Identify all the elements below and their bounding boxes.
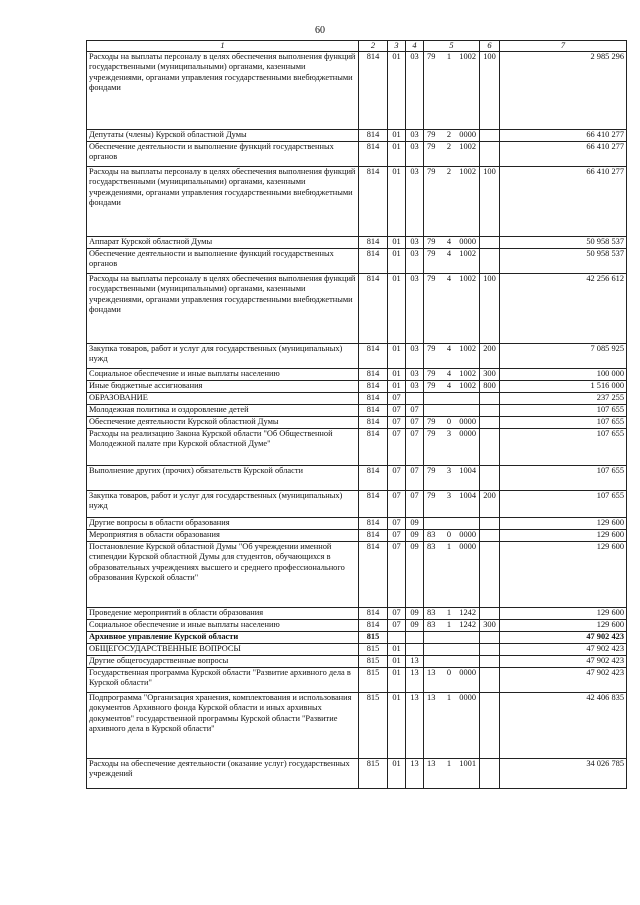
row-target-article-cell	[424, 393, 480, 405]
row-expense-type-cell	[480, 393, 500, 405]
row-ministry-code-cell: 814	[359, 491, 388, 518]
row-subsection-cell: 03	[406, 344, 424, 369]
target-article-part: 79	[427, 167, 436, 177]
target-article-part: 83	[427, 530, 436, 540]
target-article-part: 1004	[459, 491, 476, 501]
header-col-2: 2	[359, 41, 388, 52]
target-article-part: 1004	[459, 466, 476, 476]
row-target-article-cell	[424, 668, 480, 693]
target-article-part: 1	[446, 608, 452, 618]
target-article-part: 1002	[459, 344, 476, 354]
row-name-cell: Молодежная политика и оздоровление детей	[87, 405, 359, 417]
target-article-part: 1002	[459, 274, 476, 284]
table-row	[87, 429, 627, 466]
row-expense-type-cell: 300	[480, 620, 500, 632]
table-row	[87, 466, 627, 491]
row-name-cell: Выполнение других (прочих) обязательств Курской области	[87, 466, 359, 491]
row-section-cell: 01	[388, 369, 406, 381]
row-target-article-cell	[424, 620, 480, 632]
row-name-cell: Обеспечение деятельности и выполнение функций государственных органов	[87, 249, 359, 274]
target-article-part: 1001	[459, 759, 476, 769]
row-name-cell: Подпрограмма "Организация хранения, комплектования и использования документов Архивного фонда Курской области и иных архивных документов" государственной программы Курской области "Развитие архивного дела в Курской области"	[87, 693, 359, 759]
row-target-article-cell	[424, 542, 480, 608]
table-row	[87, 237, 627, 249]
table-row	[87, 52, 627, 130]
row-ministry-code-cell: 814	[359, 130, 388, 142]
table-row	[87, 518, 627, 530]
row-section-cell: 01	[388, 656, 406, 668]
row-ministry-code-cell: 815	[359, 759, 388, 789]
row-amount-cell: 129 600	[500, 620, 627, 632]
row-name-cell: Аппарат Курской областной Думы	[87, 237, 359, 249]
row-expense-type-cell	[480, 130, 500, 142]
row-section-cell: 01	[388, 237, 406, 249]
target-article-part: 0	[446, 530, 452, 540]
row-expense-type-cell	[480, 249, 500, 274]
table-row	[87, 632, 627, 644]
row-ministry-code-cell: 814	[359, 466, 388, 491]
row-section-cell: 01	[388, 693, 406, 759]
row-name-cell: Мероприятия в области образования	[87, 530, 359, 542]
row-subsection-cell: 13	[406, 759, 424, 789]
row-subsection-cell: 03	[406, 130, 424, 142]
target-article-part: 0000	[459, 417, 476, 427]
target-article-part: 0000	[459, 429, 476, 439]
target-article-part: 4	[446, 274, 452, 284]
row-name-cell: Расходы на реализацию Закона Курской области "Об Общественной Молодежной палате при Курской областной Думе"	[87, 429, 359, 466]
row-target-article-cell	[424, 249, 480, 274]
row-subsection-cell: 07	[406, 417, 424, 429]
target-article-part: 79	[427, 466, 436, 476]
row-target-article-cell	[424, 130, 480, 142]
row-section-cell: 01	[388, 644, 406, 656]
row-subsection-cell: 09	[406, 608, 424, 620]
target-article-part: 4	[446, 344, 452, 354]
row-target-article-cell	[424, 632, 480, 644]
header-col-7: 7	[500, 41, 627, 52]
table-row	[87, 142, 627, 167]
table-row	[87, 381, 627, 393]
row-section-cell: 01	[388, 249, 406, 274]
header-col-1: 1	[87, 41, 359, 52]
row-expense-type-cell	[480, 759, 500, 789]
row-name-cell: Социальное обеспечение и иные выплаты населению	[87, 369, 359, 381]
target-article-part: 83	[427, 620, 436, 630]
row-target-article-cell	[424, 405, 480, 417]
row-name-cell: Проведение мероприятий в области образования	[87, 608, 359, 620]
row-ministry-code-cell: 815	[359, 656, 388, 668]
row-amount-cell: 66 410 277	[500, 167, 627, 237]
row-subsection-cell: 03	[406, 237, 424, 249]
row-target-article-cell	[424, 369, 480, 381]
target-article-part: 4	[446, 237, 452, 247]
target-article-part: 79	[427, 369, 436, 379]
row-section-cell: 07	[388, 417, 406, 429]
row-expense-type-cell	[480, 405, 500, 417]
row-subsection-cell: 03	[406, 369, 424, 381]
target-article-part: 79	[427, 249, 436, 259]
table-row	[87, 491, 627, 518]
row-section-cell: 07	[388, 608, 406, 620]
target-article-part: 1	[446, 693, 452, 703]
target-article-part: 79	[427, 381, 436, 391]
row-section-cell: 07	[388, 542, 406, 608]
target-article-part: 2	[446, 130, 452, 140]
target-article-part: 1002	[459, 381, 476, 391]
row-amount-cell: 47 902 423	[500, 644, 627, 656]
target-article-part: 79	[427, 237, 436, 247]
budget-table	[86, 40, 627, 789]
row-name-cell: Другие общегосударственные вопросы	[87, 656, 359, 668]
target-article-part: 83	[427, 542, 436, 552]
row-ministry-code-cell: 814	[359, 417, 388, 429]
row-subsection-cell: 03	[406, 249, 424, 274]
target-article-part: 0000	[459, 668, 476, 678]
row-subsection-cell: 03	[406, 274, 424, 344]
target-article-part: 0	[446, 417, 452, 427]
header-col-5: 5	[424, 41, 480, 52]
row-expense-type-cell: 800	[480, 381, 500, 393]
row-expense-type-cell: 100	[480, 52, 500, 130]
row-amount-cell: 129 600	[500, 608, 627, 620]
row-expense-type-cell	[480, 542, 500, 608]
table-row	[87, 644, 627, 656]
row-target-article-cell	[424, 237, 480, 249]
target-article-part: 1002	[459, 52, 476, 62]
row-subsection-cell: 03	[406, 52, 424, 130]
row-name-cell: Архивное управление Курской области	[87, 632, 359, 644]
row-expense-type-cell	[480, 668, 500, 693]
row-subsection-cell: 09	[406, 620, 424, 632]
row-amount-cell: 107 655	[500, 491, 627, 518]
row-amount-cell: 47 902 423	[500, 656, 627, 668]
table-row	[87, 130, 627, 142]
row-subsection-cell: 07	[406, 466, 424, 491]
table-row	[87, 668, 627, 693]
row-expense-type-cell	[480, 142, 500, 167]
header-col-6: 6	[480, 41, 500, 52]
row-target-article-cell	[424, 644, 480, 656]
row-ministry-code-cell: 814	[359, 52, 388, 130]
row-ministry-code-cell: 815	[359, 693, 388, 759]
row-amount-cell: 107 655	[500, 417, 627, 429]
row-ministry-code-cell: 815	[359, 644, 388, 656]
row-section-cell: 01	[388, 274, 406, 344]
row-section-cell: 01	[388, 381, 406, 393]
target-article-part: 1	[446, 759, 452, 769]
table-row	[87, 542, 627, 608]
row-name-cell: Другие вопросы в области образования	[87, 518, 359, 530]
row-expense-type-cell	[480, 237, 500, 249]
row-expense-type-cell: 200	[480, 491, 500, 518]
row-amount-cell: 50 958 537	[500, 237, 627, 249]
row-ministry-code-cell: 814	[359, 167, 388, 237]
row-expense-type-cell	[480, 466, 500, 491]
target-article-part: 3	[446, 466, 452, 476]
row-subsection-cell: 03	[406, 381, 424, 393]
row-name-cell: ОБРАЗОВАНИЕ	[87, 393, 359, 405]
target-article-part: 2	[446, 167, 452, 177]
header-col-4: 4	[406, 41, 424, 52]
row-name-cell: ОБЩЕГОСУДАРСТВЕННЫЕ ВОПРОСЫ	[87, 644, 359, 656]
table-row	[87, 759, 627, 789]
row-subsection-cell: 09	[406, 542, 424, 608]
row-expense-type-cell	[480, 429, 500, 466]
row-ministry-code-cell: 814	[359, 381, 388, 393]
row-name-cell: Обеспечение деятельности Курской областной Думы	[87, 417, 359, 429]
row-target-article-cell	[424, 466, 480, 491]
row-ministry-code-cell: 814	[359, 237, 388, 249]
table-row	[87, 656, 627, 668]
row-ministry-code-cell: 814	[359, 518, 388, 530]
row-subsection-cell: 07	[406, 491, 424, 518]
target-article-part: 1002	[459, 249, 476, 259]
target-article-part: 0000	[459, 693, 476, 703]
row-amount-cell: 34 026 785	[500, 759, 627, 789]
target-article-part: 79	[427, 491, 436, 501]
row-section-cell: 01	[388, 52, 406, 130]
target-article-part: 83	[427, 608, 436, 618]
row-ministry-code-cell: 814	[359, 405, 388, 417]
row-name-cell: Иные бюджетные ассигнования	[87, 381, 359, 393]
table-row	[87, 369, 627, 381]
row-name-cell: Постановление Курской областной Думы "Об учреждении именной стипендии Курской областной Думы для студентов, обучающихся в образовательных учреждениях высшего и среднего профессионального образования Курской области"	[87, 542, 359, 608]
target-article-part: 1	[446, 620, 452, 630]
row-target-article-cell	[424, 381, 480, 393]
row-subsection-cell	[406, 632, 424, 644]
row-expense-type-cell	[480, 530, 500, 542]
target-article-part: 79	[427, 52, 436, 62]
table-row	[87, 405, 627, 417]
target-article-part: 79	[427, 142, 436, 152]
row-subsection-cell: 03	[406, 167, 424, 237]
row-expense-type-cell: 100	[480, 167, 500, 237]
row-name-cell: Депутаты (члены) Курской областной Думы	[87, 130, 359, 142]
row-section-cell: 07	[388, 405, 406, 417]
table-row	[87, 274, 627, 344]
row-ministry-code-cell: 814	[359, 142, 388, 167]
target-article-part: 0000	[459, 130, 476, 140]
target-article-part: 13	[427, 668, 436, 678]
target-article-part: 3	[446, 491, 452, 501]
row-amount-cell: 66 410 277	[500, 130, 627, 142]
row-expense-type-cell	[480, 417, 500, 429]
target-article-part: 0	[446, 668, 452, 678]
table-header-row	[87, 41, 627, 52]
target-article-part: 13	[427, 693, 436, 703]
row-ministry-code-cell: 814	[359, 542, 388, 608]
target-article-part: 79	[427, 429, 436, 439]
row-name-cell: Закупка товаров, работ и услуг для государственных (муниципальных) нужд	[87, 491, 359, 518]
row-target-article-cell	[424, 518, 480, 530]
row-target-article-cell	[424, 693, 480, 759]
target-article-part: 4	[446, 249, 452, 259]
row-amount-cell: 1 516 000	[500, 381, 627, 393]
row-target-article-cell	[424, 344, 480, 369]
row-name-cell: Расходы на выплаты персоналу в целях обеспечения выполнения функций государственными (муниципальными) органами, казенными учреждениями, органами управления государственными внебюджетными фондами	[87, 167, 359, 237]
table-row	[87, 417, 627, 429]
row-ministry-code-cell: 814	[359, 429, 388, 466]
table-row	[87, 393, 627, 405]
target-article-part: 0000	[459, 542, 476, 552]
row-amount-cell: 42 256 612	[500, 274, 627, 344]
row-target-article-cell	[424, 167, 480, 237]
row-section-cell	[388, 632, 406, 644]
row-amount-cell: 129 600	[500, 518, 627, 530]
row-subsection-cell: 07	[406, 405, 424, 417]
row-ministry-code-cell: 814	[359, 249, 388, 274]
row-amount-cell: 47 902 423	[500, 632, 627, 644]
table-row	[87, 608, 627, 620]
table-row	[87, 167, 627, 237]
target-article-part: 3	[446, 429, 452, 439]
row-name-cell: Закупка товаров, работ и услуг для государственных (муниципальных) нужд	[87, 344, 359, 369]
row-target-article-cell	[424, 608, 480, 620]
target-article-part: 13	[427, 759, 436, 769]
row-name-cell: Расходы на выплаты персоналу в целях обеспечения выполнения функций государственными (муниципальными) органами, казенными учреждениями, органами управления государственными внебюджетными фондами	[87, 52, 359, 130]
row-subsection-cell	[406, 644, 424, 656]
row-amount-cell: 42 406 835	[500, 693, 627, 759]
row-amount-cell: 129 600	[500, 542, 627, 608]
target-article-part: 79	[427, 274, 436, 284]
target-article-part: 4	[446, 381, 452, 391]
row-ministry-code-cell: 814	[359, 393, 388, 405]
row-ministry-code-cell: 814	[359, 369, 388, 381]
row-section-cell: 01	[388, 668, 406, 693]
row-amount-cell: 100 000	[500, 369, 627, 381]
row-subsection-cell	[406, 393, 424, 405]
row-expense-type-cell	[480, 632, 500, 644]
row-section-cell: 07	[388, 491, 406, 518]
table-row	[87, 530, 627, 542]
row-section-cell: 01	[388, 167, 406, 237]
row-ministry-code-cell: 815	[359, 668, 388, 693]
row-target-article-cell	[424, 274, 480, 344]
row-amount-cell: 107 655	[500, 429, 627, 466]
row-amount-cell: 2 985 296	[500, 52, 627, 130]
row-name-cell: Расходы на обеспечение деятельности (оказание услуг) государственных учреждений	[87, 759, 359, 789]
row-subsection-cell: 13	[406, 668, 424, 693]
row-amount-cell: 50 958 537	[500, 249, 627, 274]
row-name-cell: Государственная программа Курской области "Развитие архивного дела в Курской области"	[87, 668, 359, 693]
row-expense-type-cell: 300	[480, 369, 500, 381]
row-target-article-cell	[424, 656, 480, 668]
target-article-part: 1002	[459, 142, 476, 152]
row-name-cell: Социальное обеспечение и иные выплаты населению	[87, 620, 359, 632]
row-section-cell: 01	[388, 344, 406, 369]
row-target-article-cell	[424, 52, 480, 130]
row-name-cell: Обеспечение деятельности и выполнение функций государственных органов	[87, 142, 359, 167]
row-section-cell: 07	[388, 620, 406, 632]
row-subsection-cell: 03	[406, 142, 424, 167]
row-amount-cell: 107 655	[500, 466, 627, 491]
target-article-part: 1002	[459, 167, 476, 177]
table-row	[87, 344, 627, 369]
row-target-article-cell	[424, 142, 480, 167]
row-amount-cell: 107 655	[500, 405, 627, 417]
target-article-part: 1002	[459, 369, 476, 379]
row-target-article-cell	[424, 491, 480, 518]
table-row	[87, 620, 627, 632]
row-expense-type-cell	[480, 644, 500, 656]
row-subsection-cell: 13	[406, 693, 424, 759]
table-row	[87, 693, 627, 759]
row-subsection-cell: 13	[406, 656, 424, 668]
row-section-cell: 01	[388, 759, 406, 789]
row-expense-type-cell: 200	[480, 344, 500, 369]
row-expense-type-cell: 100	[480, 274, 500, 344]
row-subsection-cell: 07	[406, 429, 424, 466]
target-article-part: 0000	[459, 530, 476, 540]
row-subsection-cell: 09	[406, 518, 424, 530]
row-section-cell: 07	[388, 393, 406, 405]
row-expense-type-cell	[480, 693, 500, 759]
target-article-part: 79	[427, 417, 436, 427]
page-number: 60	[315, 25, 325, 36]
row-target-article-cell	[424, 759, 480, 789]
row-section-cell: 07	[388, 429, 406, 466]
header-col-3: 3	[388, 41, 406, 52]
row-section-cell: 07	[388, 518, 406, 530]
row-target-article-cell	[424, 417, 480, 429]
row-expense-type-cell	[480, 608, 500, 620]
row-target-article-cell	[424, 530, 480, 542]
target-article-part: 79	[427, 344, 436, 354]
row-ministry-code-cell: 814	[359, 620, 388, 632]
row-target-article-cell	[424, 429, 480, 466]
target-article-part: 1242	[459, 608, 476, 618]
table-row	[87, 249, 627, 274]
row-ministry-code-cell: 815	[359, 632, 388, 644]
target-article-part: 1	[446, 542, 452, 552]
row-section-cell: 07	[388, 530, 406, 542]
row-ministry-code-cell: 814	[359, 274, 388, 344]
row-subsection-cell: 09	[406, 530, 424, 542]
target-article-part: 79	[427, 130, 436, 140]
row-amount-cell: 66 410 277	[500, 142, 627, 167]
target-article-part: 1242	[459, 620, 476, 630]
target-article-part: 2	[446, 142, 452, 152]
row-amount-cell: 129 600	[500, 530, 627, 542]
row-section-cell: 01	[388, 130, 406, 142]
target-article-part: 1	[446, 52, 452, 62]
row-amount-cell: 237 255	[500, 393, 627, 405]
target-article-part: 0000	[459, 237, 476, 247]
row-ministry-code-cell: 814	[359, 344, 388, 369]
row-expense-type-cell	[480, 656, 500, 668]
row-name-cell: Расходы на выплаты персоналу в целях обеспечения выполнения функций государственными (муниципальными) органами, казенными учреждениями, органами управления государственными внебюджетными фондами	[87, 274, 359, 344]
row-amount-cell: 47 902 423	[500, 668, 627, 693]
row-section-cell: 01	[388, 142, 406, 167]
row-expense-type-cell	[480, 518, 500, 530]
target-article-part: 4	[446, 369, 452, 379]
row-section-cell: 07	[388, 466, 406, 491]
row-amount-cell: 7 085 925	[500, 344, 627, 369]
row-ministry-code-cell: 814	[359, 530, 388, 542]
row-ministry-code-cell: 814	[359, 608, 388, 620]
